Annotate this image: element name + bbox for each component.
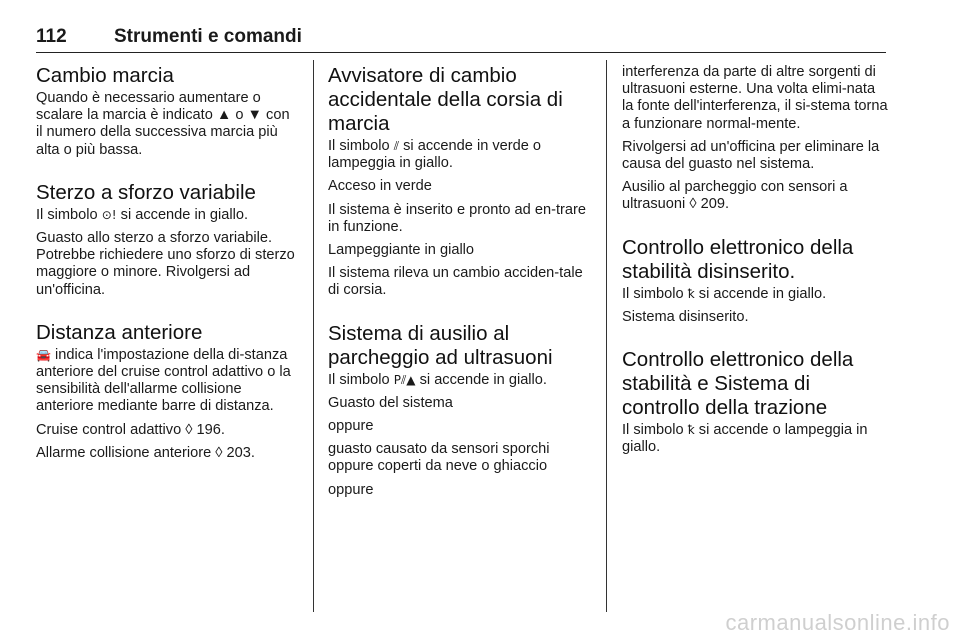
- page-title: Strumenti e comandi: [114, 26, 302, 47]
- paragraph: interferenza da parte di altre sorgenti di ultrasuoni esterne. Una volta elimi-nata la fonte dell'interferenza, il si-stema torna a funzionare normal-mente.: [622, 64, 888, 132]
- paragraph: Sistema disinserito.: [622, 308, 749, 325]
- page-header: [36, 22, 886, 53]
- paragraph: guasto causato da sensori sporchi oppure coperti da neve o ghiaccio: [328, 441, 550, 475]
- page-number: 112: [36, 26, 67, 47]
- paragraph: Cruise control adattivo ◊ 196.: [36, 421, 225, 438]
- esc-icon: ꝁ: [687, 423, 695, 438]
- section-title: Distanza anteriore: [36, 320, 203, 344]
- paragraph: Il simbolo ꝁ si accende o lampeggia in giallo.: [622, 422, 868, 456]
- section-title: Sistema di ausilio al parcheggio ad ultrasuoni: [328, 321, 553, 369]
- paragraph: Il simbolo P⫽▲ si accende in giallo.: [328, 371, 547, 388]
- column-3: [622, 64, 888, 462]
- steering-warning-icon: ⊙!: [101, 207, 117, 222]
- paragraph: 🚘 indica l'impostazione della di-stanza anteriore del cruise control adattivo o la sensibilità dell'allarme collisione anteriore mediante barre di distanza.: [36, 346, 291, 415]
- vehicle-distance-icon: 🚘: [36, 347, 51, 362]
- column-divider: [606, 60, 607, 612]
- subheading: Lampeggiante in giallo: [328, 242, 475, 259]
- paragraph: Il simbolo ⊙! si accende in giallo.: [36, 206, 249, 223]
- section-title: Cambio marcia: [36, 64, 174, 87]
- section-title: Avvisatore di cambio accidentale della corsia di marcia: [328, 64, 563, 135]
- paragraph: oppure: [328, 418, 374, 435]
- section-title: Sterzo a sforzo variabile: [36, 180, 256, 204]
- paragraph: Il simbolo ⫽ si accende in verde o lampeggia in giallo.: [328, 138, 542, 172]
- section-title: Controllo elettronico della stabilità disinserito.: [622, 235, 854, 283]
- paragraph: Rivolgersi ad un'officina per eliminare la causa del guasto nel sistema.: [622, 138, 880, 173]
- paragraph: Guasto del sistema: [328, 394, 453, 411]
- column-divider: [313, 60, 314, 612]
- paragraph: Quando è necessario aumentare o scalare la marcia è indicato ▲ o ▼ con il numero della successiva marcia più alta o più bassa.: [36, 90, 290, 158]
- paragraph: Il simbolo ꝁ si accende in giallo.: [622, 285, 827, 302]
- watermark: carmanualsonline.info: [725, 610, 950, 635]
- parking-assist-icon: P⫽▲: [393, 372, 416, 387]
- esc-off-icon: ꝁ: [687, 286, 695, 301]
- column-1: [36, 64, 298, 468]
- section-title: Controllo elettronico della stabilità e Sistema di controllo della trazione: [622, 348, 854, 420]
- paragraph: oppure: [328, 481, 374, 498]
- paragraph: Il sistema è inserito e pronto ad en-trare in funzione.: [328, 201, 586, 235]
- paragraph: Ausilio al parcheggio con sensori a ultrasuoni ◊ 209.: [622, 179, 848, 213]
- paragraph: Guasto allo sterzo a sforzo variabile. Potrebbe richiedere uno sforzo di sterzo maggiore o minore. Rivolgersi ad un'officina.: [36, 230, 295, 298]
- lane-departure-icon: ⫽: [393, 139, 400, 153]
- paragraph: Allarme collisione anteriore ◊ 203.: [36, 444, 255, 461]
- paragraph: Il sistema rileva un cambio acciden-tale di corsia.: [328, 265, 583, 299]
- subheading: Acceso in verde: [328, 178, 432, 195]
- column-2: [328, 64, 590, 505]
